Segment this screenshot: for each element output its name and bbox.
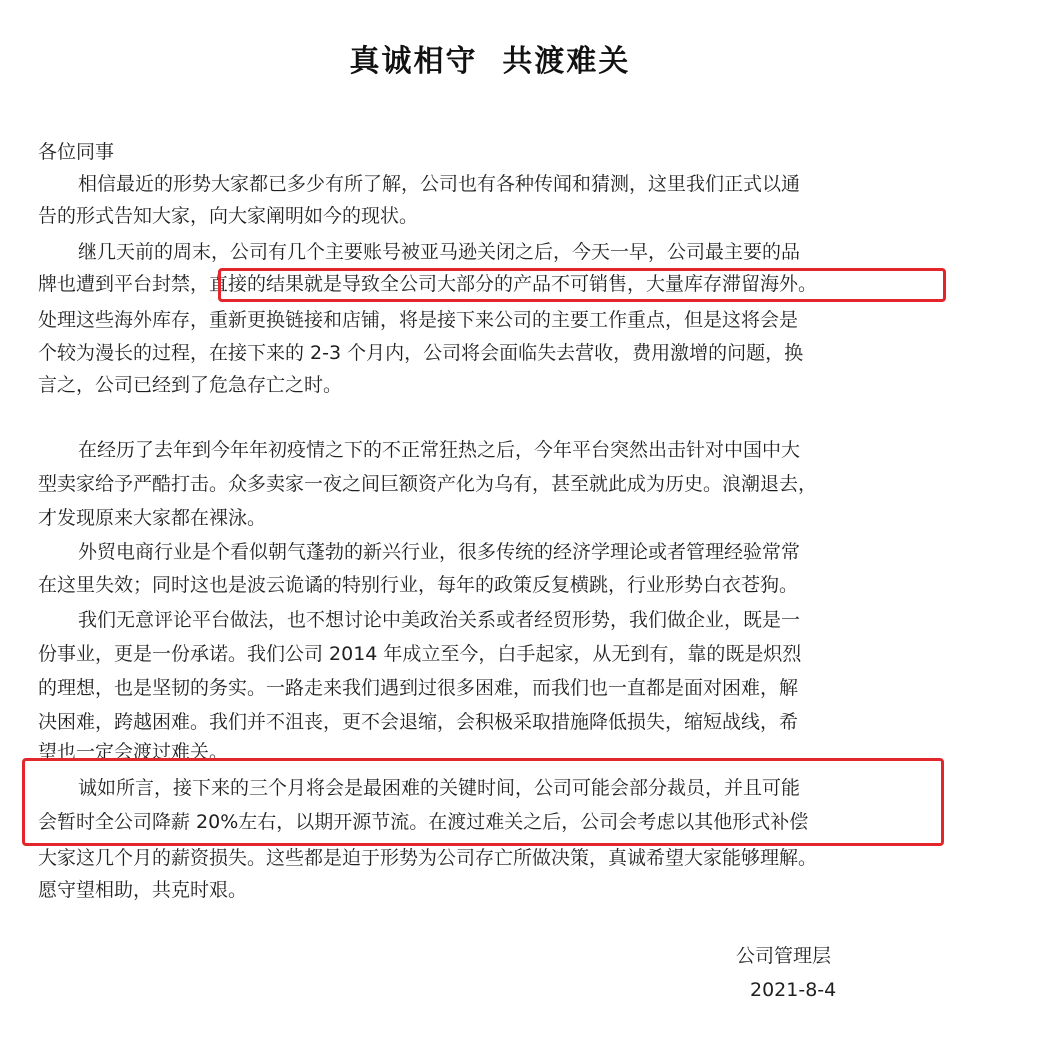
paragraph-line: 个较为漫长的过程，在接下来的 2-3 个月内，公司将会面临失去营收，费用激增的问题，换 (38, 342, 804, 364)
paragraph-line: 决困难，跨越困难。我们并不沮丧，更不会退缩，会积极采取措施降低损失，缩短战线，希 (38, 711, 799, 733)
paragraph-line: 相信最近的形势大家都已多少有所了解，公司也有各种传闻和猜测，这里我们正式以通 (78, 173, 801, 195)
highlight-box (218, 268, 946, 302)
paragraph-line: 诚如所言，接下来的三个月将会是最困难的关键时间，公司可能会部分裁员，并且可能 (78, 777, 801, 799)
paragraph-line: 才发现原来大家都在裸泳。 (38, 507, 267, 529)
signature-org: 公司管理层 (736, 945, 832, 967)
paragraph-line: 告的形式告知大家，向大家阐明如今的现状。 (38, 205, 419, 227)
paragraph-line: 言之，公司已经到了危急存亡之时。 (38, 374, 343, 396)
paragraph-line: 在这里失效；同时这也是波云诡谲的特别行业，每年的政策反复横跳，行业形势白衣苍狗。 (38, 574, 799, 596)
paragraph-line: 的理想，也是坚韧的务实。一路走来我们遇到过很多困难，而我们也一直都是面对困难，解 (38, 677, 799, 699)
paragraph-line: 份事业，更是一份承诺。我们公司 2014 年成立至今，白手起家，从无到有，靠的既是炽烈 (38, 643, 802, 665)
signature-date: 2021-8-4 (750, 979, 837, 1001)
paragraph-line: 牌也遭到平台封禁，直接的结果就是导致全公司大部分的产品不可销售，大量库存滞留海外。 (38, 273, 818, 295)
paragraph-line: 外贸电商行业是个看似朝气蓬勃的新兴行业，很多传统的经济学理论或者管理经验常常 (78, 541, 801, 563)
paragraph-line: 愿守望相助，共克时艰。 (38, 879, 248, 901)
paragraph-line: 望也一定会渡过难关。 (38, 741, 229, 763)
paragraph-line: 我们无意评论平台做法，也不想讨论中美政治关系或者经贸形势，我们做企业，既是一 (78, 609, 801, 631)
document-title: 真诚相守 共渡难关 (349, 44, 631, 79)
paragraph-line: 处理这些海外库存，重新更换链接和店铺，将是接下来公司的主要工作重点，但是这将会是 (38, 309, 799, 331)
paragraph-line: 继几天前的周末，公司有几个主要账号被亚马逊关闭之后，今天一早，公司最主要的品 (78, 241, 801, 263)
paragraph-line: 会暂时全公司降薪 20%左右，以期开源节流。在渡过难关之后，公司会考虑以其他形式补偿 (38, 811, 809, 833)
paragraph-line: 大家这几个月的薪资损失。这些都是迫于形势为公司存亡所做决策，真诚希望大家能够理解。 (38, 847, 818, 869)
greeting: 各位同事 (38, 141, 115, 163)
paragraph-line: 在经历了去年到今年年初疫情之下的不正常狂热之后，今年平台突然出击针对中国中大 (78, 439, 801, 461)
paragraph-line: 型卖家给予严酷打击。众多卖家一夜之间巨额资产化为乌有，甚至就此成为历史。浪潮退去， (38, 473, 818, 495)
highlight-box (22, 758, 944, 846)
